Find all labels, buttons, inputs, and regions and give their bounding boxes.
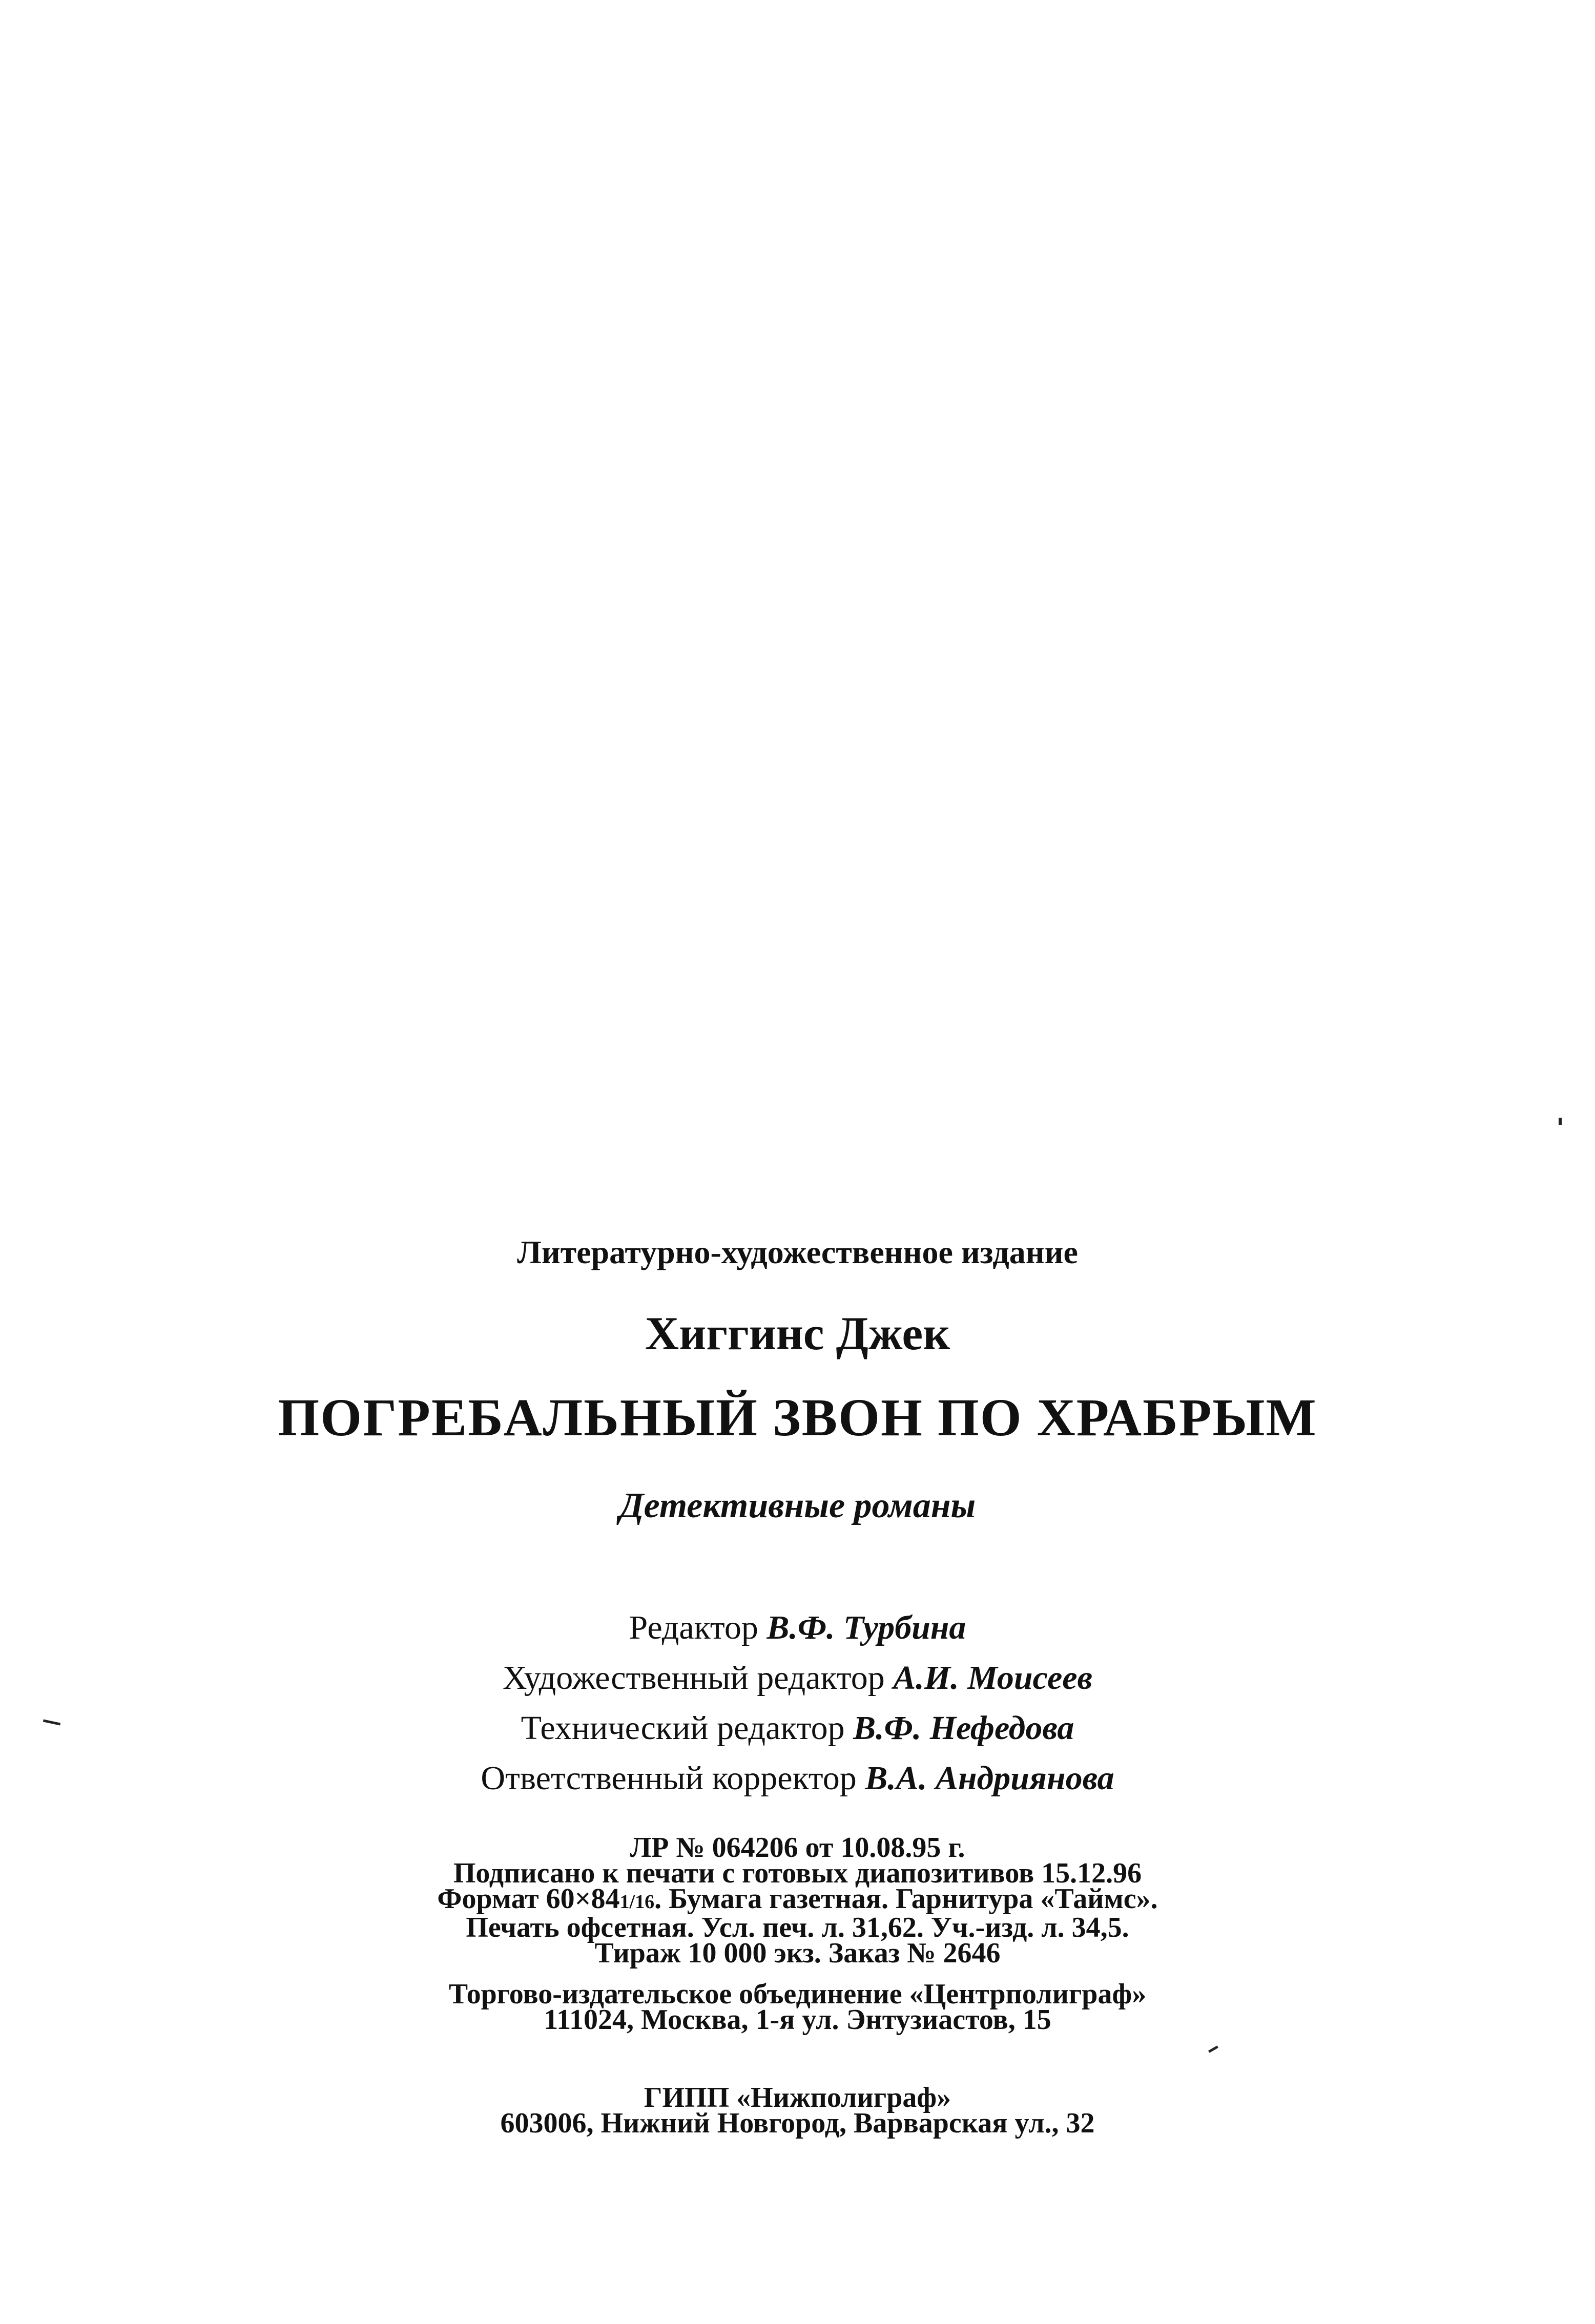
- scan-speck: [1208, 2045, 1218, 2053]
- scan-speck: [1559, 1118, 1562, 1125]
- printer-block: [0, 2082, 1595, 2139]
- format-suffix: . Бумага газетная. Гарнитура «Таймс».: [654, 1883, 1158, 1915]
- format-fraction: 1/16: [619, 1891, 655, 1913]
- format-prefix: Формат 60×84: [437, 1883, 620, 1915]
- staff-line-art-editor: [0, 1659, 1595, 1698]
- staff-role: Редактор: [629, 1609, 758, 1646]
- staff-line-editor: [0, 1608, 1595, 1647]
- staff-name: В.Ф. Турбина: [767, 1609, 966, 1646]
- staff-role: Ответственный корректор: [481, 1760, 857, 1797]
- format-line: [0, 1883, 1595, 1915]
- series-type: Литературно-художественное издание: [517, 1234, 1078, 1270]
- printing-line: Печать офсетная. Усл. печ. л. 31,62. Уч.-изд. л. 34,5.: [466, 1912, 1129, 1943]
- staff-name: В.А. Андриянова: [865, 1760, 1114, 1797]
- book-title: ПОГРЕБАЛЬНЫЙ ЗВОН ПО ХРАБРЫМ: [278, 1388, 1317, 1447]
- publisher-address: 111024, Москва, 1-я ул. Энтузиастов, 15: [544, 2004, 1051, 2036]
- staff-line-proofreader: [0, 1759, 1595, 1798]
- circulation-line: Тираж 10 000 экз. Заказ № 2646: [594, 1937, 1001, 1969]
- staff-role: Технический редактор: [521, 1709, 845, 1747]
- author-name: Хиггинс Джек: [645, 1307, 950, 1359]
- license-line: ЛР № 064206 от 10.08.95 г.: [630, 1832, 965, 1864]
- imprint-block: [0, 1832, 1595, 1969]
- printer-name: ГИПП «Нижполиграф»: [644, 2082, 951, 2113]
- publisher-block: [0, 1978, 1595, 2036]
- staff-role: Художественный редактор: [502, 1659, 885, 1697]
- staff-line-tech-editor: [0, 1709, 1595, 1748]
- signed-line: Подписано к печати с готовых диапозитивов 15.12.96: [453, 1857, 1142, 1889]
- staff-name: В.Ф. Нефедова: [853, 1709, 1074, 1747]
- genre-subtitle: Детективные романы: [619, 1486, 976, 1525]
- printer-address: 603006, Нижний Новгород, Варварская ул., 32: [500, 2107, 1095, 2139]
- staff-name: А.И. Моисеев: [893, 1659, 1093, 1697]
- publisher-name: Торгово-издательское объединение «Центрполиграф»: [448, 1978, 1147, 2010]
